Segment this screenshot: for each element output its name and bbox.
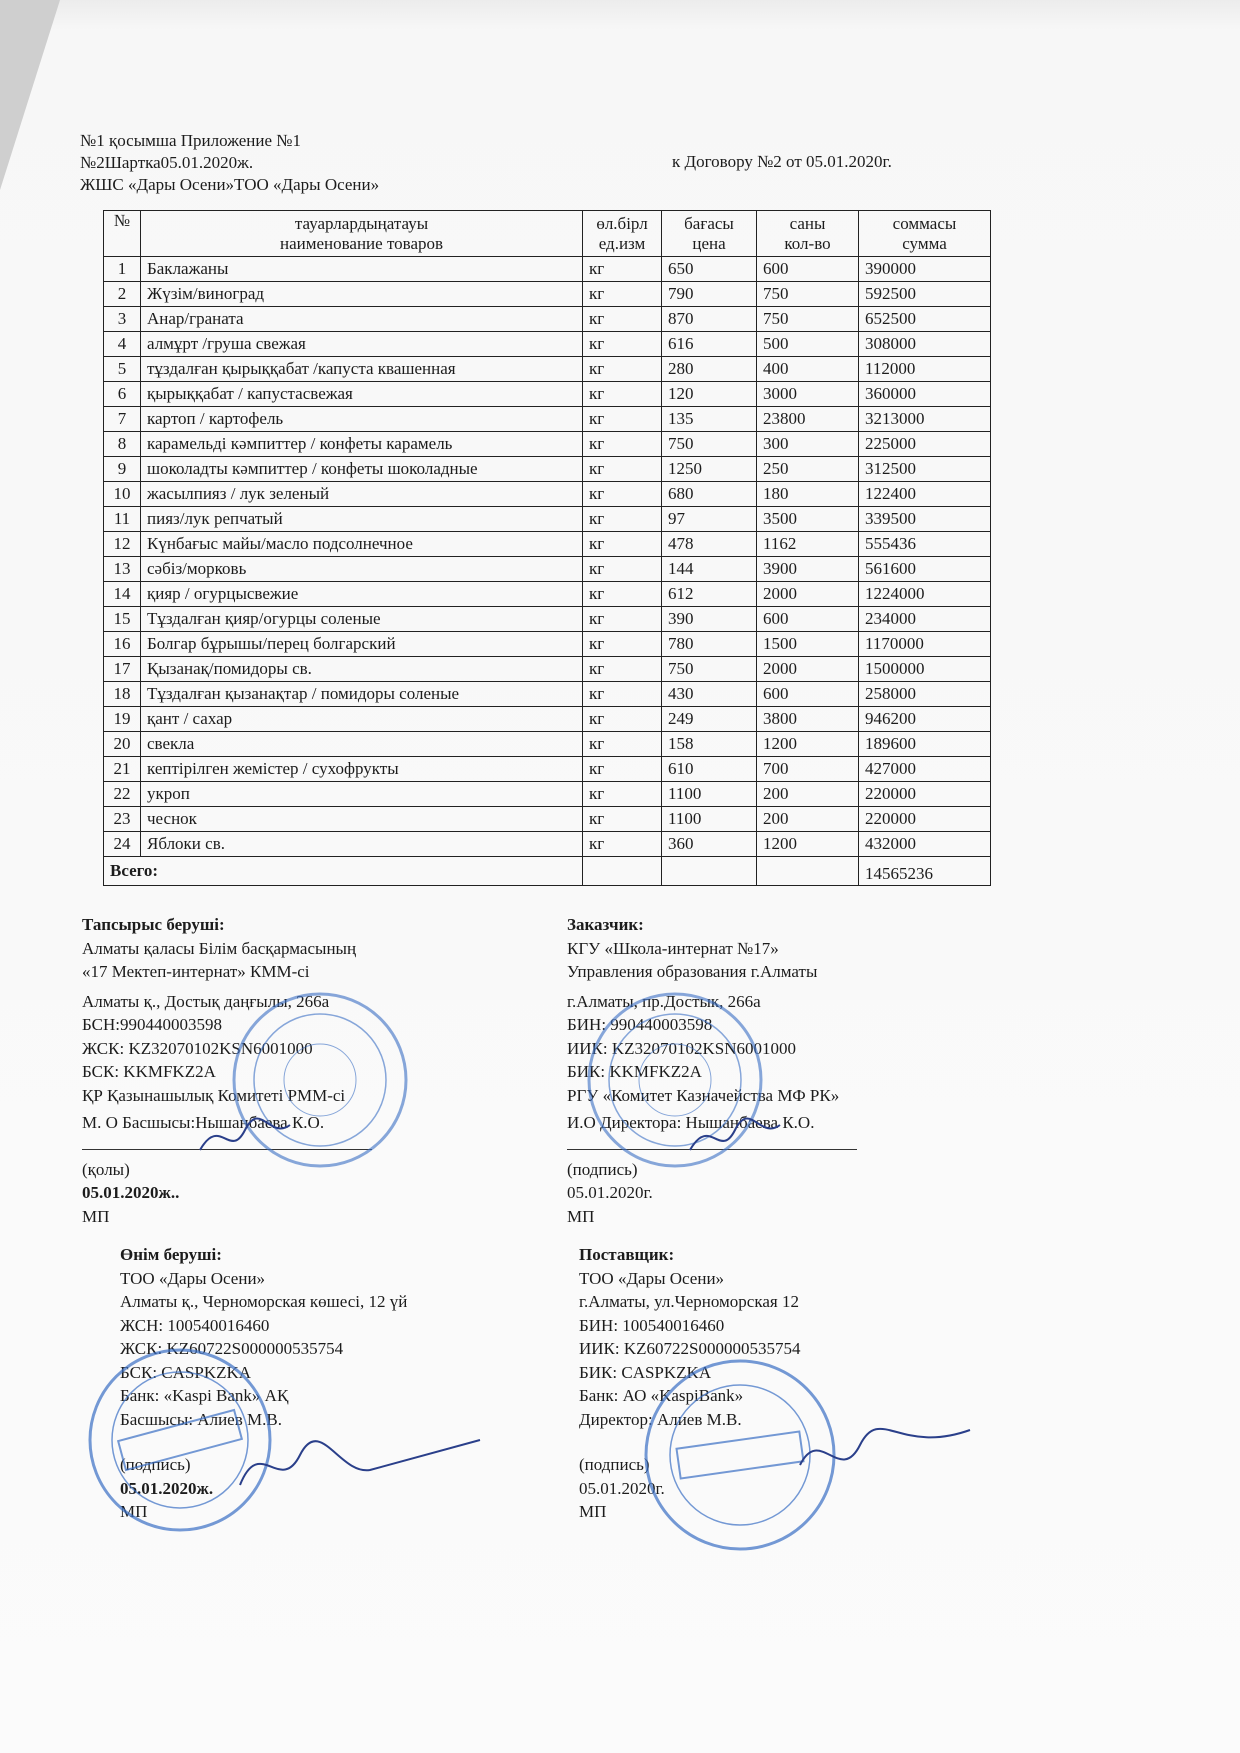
goods-table (103, 210, 991, 886)
amount: 220000 (859, 807, 991, 832)
unit: кг (583, 357, 662, 382)
price: 280 (662, 357, 757, 382)
total-row (104, 857, 991, 886)
row-number: 8 (104, 432, 141, 457)
customer-ru-treasury: РГУ «Комитет Казначейства МФ РК» (567, 1085, 840, 1105)
product-name: шоколадты кәмпиттер / конфеты шоколадные (141, 457, 583, 482)
customer-ru-block (567, 913, 987, 1228)
supplier-kz-director: Басшысы: Алиев М.В. (120, 1409, 282, 1429)
price: 1250 (662, 457, 757, 482)
customer-ru-bin: БИН: 990440003598 (567, 1015, 713, 1034)
table-row (104, 632, 991, 657)
customer-ru-mp: МП (567, 1206, 595, 1226)
table-row (104, 732, 991, 757)
table-row (104, 332, 991, 357)
quantity: 750 (757, 307, 859, 332)
customer-ru-director: И.О Директора: Нышанбаева К.О. (567, 1113, 815, 1132)
row-number: 13 (104, 557, 141, 582)
amount: 432000 (859, 832, 991, 857)
amount: 390000 (859, 257, 991, 282)
price: 610 (662, 757, 757, 782)
table-row (104, 257, 991, 282)
customer-ru-address: г.Алматы, пр.Достык, 266а (567, 991, 761, 1011)
header-line-1: №1 қосымша Приложение №1 (80, 131, 301, 150)
table-row (104, 682, 991, 707)
supplier-ru-mp: МП (579, 1502, 607, 1521)
supplier-kz-bank: Банк: «Kaspi Bank» АҚ (120, 1386, 289, 1405)
price: 158 (662, 732, 757, 757)
product-name: сәбіз/морковь (141, 557, 583, 582)
row-number: 21 (104, 757, 141, 782)
price: 750 (662, 432, 757, 457)
product-name: картоп / картофель (141, 407, 583, 432)
price: 680 (662, 482, 757, 507)
document-header (80, 130, 379, 196)
customer-kz-title: Тапсырыс беруші: (82, 915, 225, 934)
price: 780 (662, 632, 757, 657)
column-header (141, 211, 583, 257)
unit: кг (583, 332, 662, 357)
supplier-kz-date: 05.01.2020ж. (120, 1478, 214, 1498)
column-header-ru: сумма (902, 233, 947, 253)
price: 390 (662, 607, 757, 632)
customer-kz-mp: МП (82, 1206, 110, 1226)
product-name: Қызанақ/помидоры св. (141, 657, 583, 682)
price: 135 (662, 407, 757, 432)
table-row (104, 807, 991, 832)
price: 612 (662, 582, 757, 607)
amount: 1170000 (859, 632, 991, 657)
quantity: 3800 (757, 707, 859, 732)
quantity: 180 (757, 482, 859, 507)
quantity: 200 (757, 807, 859, 832)
unit: кг (583, 257, 662, 282)
product-name: қияр / огурцысвежие (141, 582, 583, 607)
header-contract-ref: к Договору №2 от 05.01.2020г. (672, 152, 892, 171)
customer-ru-title: Заказчик: (567, 915, 644, 934)
customer-ru-date: 05.01.2020г. (567, 1183, 653, 1202)
amount: 225000 (859, 432, 991, 457)
unit: кг (583, 582, 662, 607)
table-row (104, 307, 991, 332)
table-row (104, 832, 991, 857)
column-header-ru: кол-во (784, 233, 831, 253)
row-number: 20 (104, 732, 141, 757)
table-row (104, 382, 991, 407)
supplier-ru-bin: БИН: 100540016460 (579, 1315, 725, 1335)
product-name: жасылпияз / лук зеленый (141, 482, 583, 507)
price: 360 (662, 832, 757, 857)
price: 870 (662, 307, 757, 332)
price: 1100 (662, 807, 757, 832)
product-name: кептірілген жемістер / сухофрукты (141, 757, 583, 782)
product-name: Тұздалған қияр/огурцы соленые (141, 607, 583, 632)
row-number: 19 (104, 707, 141, 732)
unit: кг (583, 707, 662, 732)
unit: кг (583, 507, 662, 532)
row-number: 24 (104, 832, 141, 857)
quantity: 300 (757, 432, 859, 457)
amount: 122400 (859, 482, 991, 507)
empty-cell (757, 857, 859, 886)
supplier-kz-bik: БСК: CASPKZKA (120, 1362, 252, 1382)
table-row (104, 457, 991, 482)
price: 616 (662, 332, 757, 357)
column-header-kz: тауарлардыңатауы (294, 213, 429, 233)
row-number: 16 (104, 632, 141, 657)
price: 120 (662, 382, 757, 407)
table-row (104, 607, 991, 632)
amount: 339500 (859, 507, 991, 532)
product-name: свекла (141, 732, 583, 757)
unit: кг (583, 807, 662, 832)
row-number: 11 (104, 507, 141, 532)
quantity: 23800 (757, 407, 859, 432)
table-row (104, 507, 991, 532)
row-number: 1 (104, 257, 141, 282)
customer-kz-block (82, 913, 482, 1228)
customer-kz-address: Алматы қ., Достық даңғылы, 266а (82, 991, 330, 1011)
total-value: 14565236 (859, 857, 991, 886)
signature-line (82, 1135, 372, 1150)
unit: кг (583, 382, 662, 407)
quantity: 250 (757, 457, 859, 482)
signature-line (567, 1135, 857, 1150)
unit: кг (583, 782, 662, 807)
supplier-ru-iik: ИИК: KZ60722S000000535754 (579, 1339, 801, 1358)
supplier-kz-name: ТОО «Дары Осени» (120, 1268, 266, 1288)
amount: 652500 (859, 307, 991, 332)
supplier-ru-date: 05.01.2020г. (579, 1478, 665, 1498)
unit: кг (583, 657, 662, 682)
customer-ru-bik: БИК: KKMFKZ2A (567, 1062, 702, 1081)
row-number: 10 (104, 482, 141, 507)
supplier-ru-block (579, 1243, 999, 1524)
amount: 312500 (859, 457, 991, 482)
supplier-ru-name: ТОО «Дары Осени» (579, 1268, 725, 1288)
row-number: 18 (104, 682, 141, 707)
header-line-2: №2Шартка05.01.2020ж. (80, 153, 254, 172)
product-name: қант / сахар (141, 707, 583, 732)
product-name: Яблоки св. (141, 832, 583, 857)
unit: кг (583, 557, 662, 582)
customer-ru-line: КГУ «Школа-интернат №17» (567, 938, 779, 958)
quantity: 1500 (757, 632, 859, 657)
supplier-kz-mp: МП (120, 1502, 148, 1521)
quantity: 3900 (757, 557, 859, 582)
column-header-kz: өл.бірл (596, 213, 648, 233)
price: 750 (662, 657, 757, 682)
supplier-kz-bin: ЖСН: 100540016460 (120, 1315, 270, 1335)
total-label: Всего: (104, 857, 583, 886)
quantity: 3000 (757, 382, 859, 407)
column-header-ru: цена (692, 233, 726, 253)
unit: кг (583, 607, 662, 632)
table-row (104, 757, 991, 782)
quantity: 1162 (757, 532, 859, 557)
amount: 234000 (859, 607, 991, 632)
row-number: 12 (104, 532, 141, 557)
column-header-kz: саны (789, 213, 826, 233)
unit: кг (583, 632, 662, 657)
table-row (104, 282, 991, 307)
price: 430 (662, 682, 757, 707)
supplier-ru-address: г.Алматы, ул.Черноморская 12 (579, 1292, 799, 1311)
row-number: 2 (104, 282, 141, 307)
table-row (104, 782, 991, 807)
row-number: 22 (104, 782, 141, 807)
row-number: 15 (104, 607, 141, 632)
header-line-3: ЖШС «Дары Осени»ТОО «Дары Осени» (80, 175, 380, 194)
table-row (104, 357, 991, 382)
unit: кг (583, 282, 662, 307)
product-name: Баклажаны (141, 257, 583, 282)
row-number: 23 (104, 807, 141, 832)
supplier-kz-iik: ЖСК: KZ60722S000000535754 (120, 1339, 344, 1358)
customer-kz-bik: БСК: KKMFKZ2A (82, 1062, 216, 1081)
supplier-ru-title: Поставщик: (579, 1245, 675, 1264)
product-name: укроп (141, 782, 583, 807)
table-row (104, 432, 991, 457)
supplier-ru-bank: Банк: АО «KaspiBank» (579, 1386, 744, 1405)
customer-kz-date: 05.01.2020ж.. (82, 1183, 180, 1202)
table-row (104, 657, 991, 682)
quantity: 3500 (757, 507, 859, 532)
price: 650 (662, 257, 757, 282)
product-name: Күнбағыс майы/масло подсолнечное (141, 532, 583, 557)
row-number: 6 (104, 382, 141, 407)
row-number: 4 (104, 332, 141, 357)
signature-label: (подпись) (120, 1455, 191, 1474)
table-row (104, 407, 991, 432)
unit: кг (583, 832, 662, 857)
unit: кг (583, 307, 662, 332)
price: 1100 (662, 782, 757, 807)
table-row (104, 557, 991, 582)
product-name: алмұрт /груша свежая (141, 332, 583, 357)
unit: кг (583, 532, 662, 557)
supplier-kz-block (120, 1243, 540, 1524)
customer-kz-bin: БСН:990440003598 (82, 1015, 222, 1034)
column-header (757, 211, 859, 257)
signature-label: (қолы) (82, 1159, 130, 1179)
product-name: чеснок (141, 807, 583, 832)
table-header-row (104, 211, 991, 257)
customer-kz-director: М. О Басшысы:Нышанбаева К.О. (82, 1113, 325, 1132)
column-header-ru: ед.изм (598, 233, 646, 253)
quantity: 700 (757, 757, 859, 782)
row-number: 9 (104, 457, 141, 482)
amount: 946200 (859, 707, 991, 732)
supplier-ru-bik: БИК: CASPKZKA (579, 1362, 712, 1382)
price: 97 (662, 507, 757, 532)
product-name: Тұздалған қызанақтар / помидоры соленые (141, 682, 583, 707)
price: 790 (662, 282, 757, 307)
product-name: Болгар бұрышы/перец болгарский (141, 632, 583, 657)
column-header (104, 211, 141, 257)
signature-label: (подпись) (579, 1455, 650, 1474)
amount: 308000 (859, 332, 991, 357)
supplier-kz-address: Алматы қ., Черноморская көшесі, 12 үй (120, 1292, 408, 1311)
product-name: пияз/лук репчатый (141, 507, 583, 532)
product-name: қырыққабат / капустасвежая (141, 382, 583, 407)
customer-kz-iik: ЖСК: KZ32070102KSN6001000 (82, 1038, 313, 1058)
customer-kz-treasury: ҚР Қазынашылық Комитеті РММ-сі (82, 1085, 346, 1105)
amount: 427000 (859, 757, 991, 782)
column-header-ru: наименование товаров (279, 233, 444, 253)
unit: кг (583, 732, 662, 757)
quantity: 400 (757, 357, 859, 382)
row-number: 14 (104, 582, 141, 607)
product-name: карамельді кәмпиттер / конфеты карамель (141, 432, 583, 457)
empty-cell (662, 857, 757, 886)
amount: 592500 (859, 282, 991, 307)
amount: 1500000 (859, 657, 991, 682)
product-name: тұздалған қырыққабат /капуста квашенная (141, 357, 583, 382)
table-row (104, 482, 991, 507)
amount: 189600 (859, 732, 991, 757)
customer-ru-line: Управления образования г.Алматы (567, 962, 818, 981)
unit: кг (583, 457, 662, 482)
folded-corner (0, 0, 60, 190)
quantity: 500 (757, 332, 859, 357)
price: 478 (662, 532, 757, 557)
column-header (859, 211, 991, 257)
column-header (583, 211, 662, 257)
amount: 1224000 (859, 582, 991, 607)
amount: 112000 (859, 357, 991, 382)
quantity: 600 (757, 682, 859, 707)
column-header-kz: бағасы (684, 213, 734, 233)
product-name: Жүзім/виноград (141, 282, 583, 307)
amount: 555436 (859, 532, 991, 557)
quantity: 2000 (757, 657, 859, 682)
customer-kz-line: «17 Мектеп-интернат» КММ-сі (82, 962, 310, 981)
unit: кг (583, 482, 662, 507)
table-row (104, 582, 991, 607)
customer-kz-line: Алматы қаласы Білім басқармасының (82, 938, 357, 958)
signature-label: (подпись) (567, 1159, 638, 1179)
column-header-kz: соммасы (892, 213, 957, 233)
supplier-kz-title: Өнім беруші: (120, 1245, 222, 1264)
amount: 3213000 (859, 407, 991, 432)
quantity: 1200 (757, 832, 859, 857)
table-row (104, 707, 991, 732)
customer-ru-iik: ИИК: KZ32070102KSN6001000 (567, 1038, 797, 1058)
quantity: 2000 (757, 582, 859, 607)
row-number: 7 (104, 407, 141, 432)
quantity: 600 (757, 257, 859, 282)
amount: 220000 (859, 782, 991, 807)
supplier-ru-director: Директор: Алиев М.В. (579, 1409, 742, 1429)
quantity: 1200 (757, 732, 859, 757)
unit: кг (583, 682, 662, 707)
table-row (104, 532, 991, 557)
amount: 360000 (859, 382, 991, 407)
row-number: 17 (104, 657, 141, 682)
empty-cell (583, 857, 662, 886)
quantity: 750 (757, 282, 859, 307)
quantity: 600 (757, 607, 859, 632)
quantity: 200 (757, 782, 859, 807)
row-number: 3 (104, 307, 141, 332)
unit: кг (583, 757, 662, 782)
unit: кг (583, 432, 662, 457)
product-name: Анар/граната (141, 307, 583, 332)
row-number: 5 (104, 357, 141, 382)
price: 144 (662, 557, 757, 582)
column-header (662, 211, 757, 257)
amount: 561600 (859, 557, 991, 582)
unit: кг (583, 407, 662, 432)
column-header-kz: № (113, 211, 131, 230)
price: 249 (662, 707, 757, 732)
amount: 258000 (859, 682, 991, 707)
